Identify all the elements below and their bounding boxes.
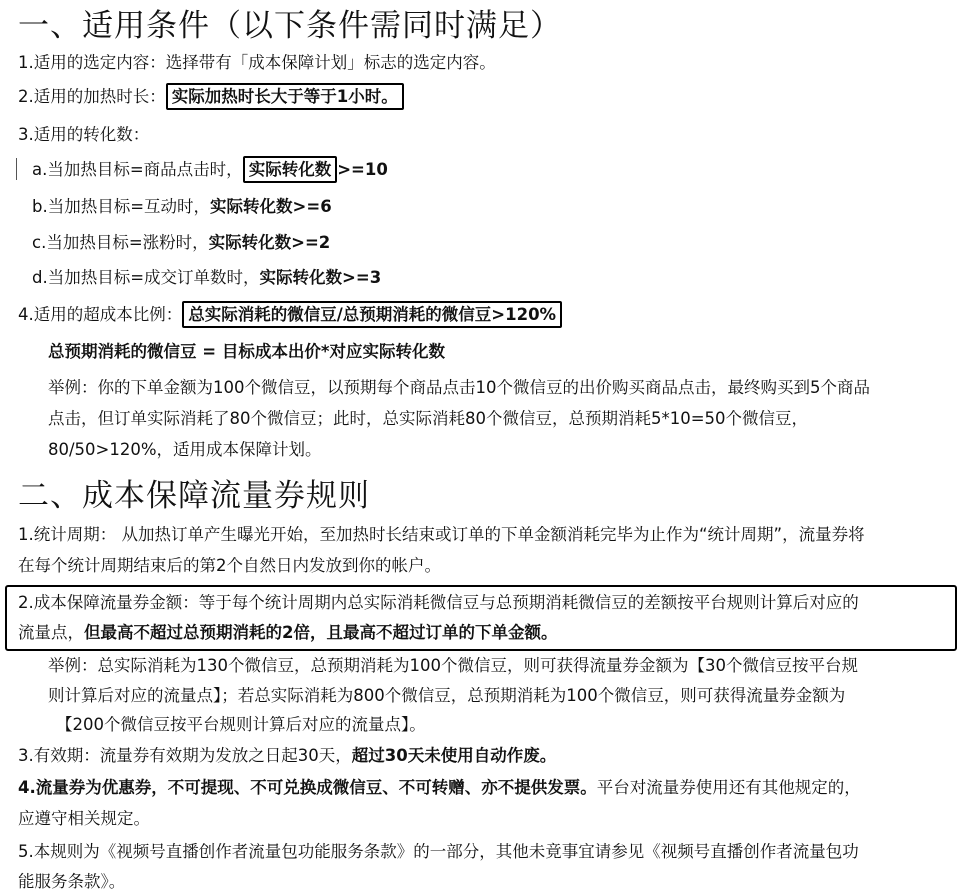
rule-3-bold: 超过30天未使用自动作废。 [351, 746, 557, 765]
section-2-title: 二、成本保障流量券规则 [18, 478, 370, 514]
rule-4-line-1 [18, 777, 861, 799]
condition-4-label: 4.适用的超成本比例： [18, 305, 183, 324]
rule-4-line-2: 应遵守相关规定。 [18, 809, 150, 828]
condition-3c-label: c.当加热目标=涨粉时， [32, 233, 209, 252]
condition-3b [32, 196, 332, 218]
condition-3b-label: b.当加热目标=互动时， [32, 197, 211, 216]
rule-2-bold: 但最高不超过总预期消耗的2倍，且最高不超过订单的下单金额。 [84, 623, 558, 642]
condition-3d-label: d.当加热目标=成交订单数时， [32, 268, 260, 287]
condition-2 [18, 86, 404, 108]
rule-1-line-1: 1.统计周期： 从加热订单产生曝光开始，至加热时长结束或订单的下单金额消耗完毕为止作为“统计周期”，流量券将 [18, 525, 865, 544]
example-1-line-3: 80/50>120%，适用成本保障计划。 [48, 440, 322, 459]
rule-4-plain: 平台对流量券使用还有其他规定的， [596, 778, 861, 797]
example-2-line-3: 【200个微信豆按平台规则计算后对应的流量点】。 [56, 715, 426, 734]
condition-3a-label: a.当加热目标=商品点击时， [32, 160, 243, 179]
condition-3c [32, 232, 330, 254]
condition-3: 3.适用的转化数： [18, 125, 150, 144]
rule-2-line-1: 2.成本保障流量券金额：等于每个统计周期内总实际消耗微信豆与总预期消耗微信豆的差额按平台规则计算后对应的 [18, 593, 859, 612]
condition-4-highlight: 总实际消耗的微信豆/总预期消耗的微信豆>120% [182, 301, 562, 328]
condition-3a-highlight: 实际转化数 [243, 156, 338, 183]
rule-3-plain: 3.有效期：流量券有效期为发放之日起30天， [18, 746, 352, 765]
condition-3b-value: 实际转化数>=6 [210, 197, 332, 216]
example-2-line-2: 则计算后对应的流量点】；若总实际消耗为800个微信豆，总预期消耗为100个微信豆，则可获得流量券金额为 [48, 686, 846, 705]
example-1-line-2: 点击，但订单实际消耗了80个微信豆；此时，总实际消耗80个微信豆，总预期消耗5*10=50个微信豆， [48, 409, 809, 428]
condition-3a [32, 159, 388, 181]
formula: 总预期消耗的微信豆 = 目标成本出价*对应实际转化数 [48, 342, 445, 361]
rule-2-plain: 流量点， [18, 623, 84, 642]
example-1-line-1: 举例：你的下单金额为100个微信豆，以预期每个商品点击10个微信豆的出价购买商品点击，最终购买到5个商品 [48, 378, 870, 397]
rule-4-bold: 4.流量券为优惠券，不可提现、不可兑换成微信豆、不可转赠、亦不提供发票。 [18, 778, 597, 797]
rule-5-line-1: 5.本规则为《视频号直播创作者流量包功能服务条款》的一部分，其他未竟事宜请参见《视频号直播创作者流量包功 [18, 842, 859, 861]
rule-1-line-2: 在每个统计周期结束后的第2个自然日内发放到你的帐户。 [18, 556, 441, 575]
section-1-title: 一、适用条件（以下条件需同时满足） [18, 8, 562, 44]
rule-5-line-2: 能服务条款》。 [18, 872, 126, 891]
condition-3c-value: 实际转化数>=2 [208, 233, 331, 252]
indent-bar [16, 158, 17, 180]
condition-4 [18, 304, 562, 326]
condition-2-highlight: 实际加热时长大于等于1小时。 [166, 83, 404, 110]
condition-1: 1.适用的选定内容：选择带有「成本保障计划」标志的选定内容。 [18, 53, 496, 72]
condition-3d-value: 实际转化数>=3 [259, 268, 382, 287]
condition-3d [32, 267, 381, 289]
example-2-line-1: 举例：总实际消耗为130个微信豆，总预期消耗为100个微信豆，则可获得流量券金额为【30个微信豆按平台规 [48, 656, 858, 675]
rule-2-line-2 [18, 622, 557, 644]
condition-3a-value: >=10 [337, 160, 388, 179]
condition-2-label: 2.适用的加热时长： [18, 87, 166, 106]
rule-3 [18, 745, 556, 767]
